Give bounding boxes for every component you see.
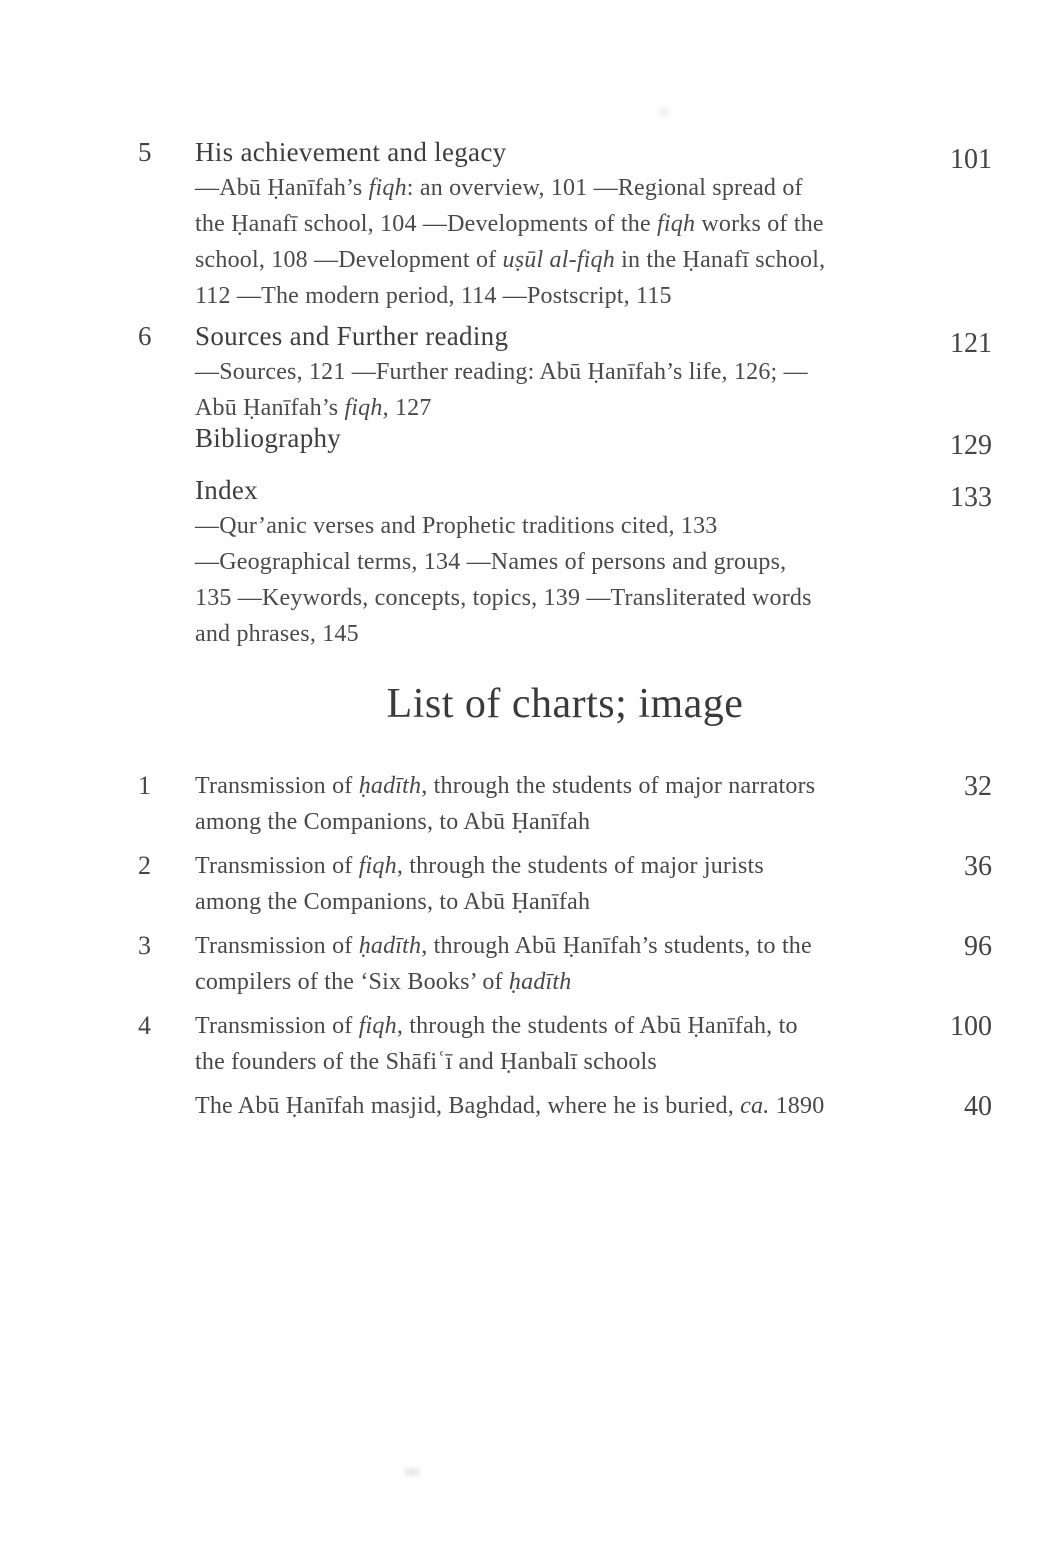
chapter-subentries: —Sources, 121 —Further reading: Abū Ḥanīfah’s life, 126; — Abū Ḥanīfah’s fiqh, 127 bbox=[195, 359, 808, 421]
page-number: 101 bbox=[950, 144, 992, 175]
list-item bbox=[138, 848, 992, 920]
chapter-text bbox=[195, 420, 985, 456]
page-content bbox=[138, 134, 992, 1132]
item-number: 4 bbox=[138, 1011, 151, 1040]
item-text: Transmission of ḥadīth, through the students of major narrators among the Companions, to Abū Ḥanīfah bbox=[195, 773, 816, 835]
chapter-title: Sources and Further reading bbox=[195, 321, 509, 351]
chapter-text bbox=[195, 134, 985, 314]
chapter-subentries: —Qur’anic verses and Prophetic traditions cited, 133 —Geographical terms, 134 —Names of persons and groups, 135 —Keywords, concepts, topics, 139 —Transliterated words and phrases, 145 bbox=[195, 513, 812, 647]
scan-smudge bbox=[404, 1468, 420, 1476]
item-number: 3 bbox=[138, 931, 151, 960]
toc-entry bbox=[138, 318, 992, 426]
page-number: 40 bbox=[964, 1091, 992, 1122]
item-text: The Abū Ḥanīfah masjid, Baghdad, where he is buried, ca. 1890 bbox=[195, 1093, 825, 1119]
page-number: 133 bbox=[950, 482, 992, 513]
item-text: Transmission of ḥadīth, through Abū Ḥanīfah’s students, to the compilers of the ‘Six Books’ of ḥadīth bbox=[195, 933, 812, 995]
list-item bbox=[138, 768, 992, 840]
chapter-subentries: —Abū Ḥanīfah’s fiqh: an overview, 101 —Regional spread of the Ḥanafī school, 104 —Developments of the fiqh works of the school, 108 —Development of uṣūl al-fiqh in the Ḥanafī school, 112 —The modern period, 114 —Postscript, 115 bbox=[195, 175, 826, 309]
item-text: Transmission of fiqh, through the students of Abū Ḥanīfah, to the founders of the Shāfiʿī and Ḥanbalī schools bbox=[195, 1013, 798, 1075]
page-number: 36 bbox=[964, 851, 992, 882]
chapter-title: Bibliography bbox=[195, 423, 342, 453]
page-number: 32 bbox=[964, 771, 992, 802]
chart-list-section bbox=[138, 768, 992, 1124]
section-heading: List of charts; image bbox=[386, 681, 744, 727]
chapter-text bbox=[195, 318, 985, 426]
list-item bbox=[138, 1088, 992, 1124]
toc-entry bbox=[138, 420, 992, 461]
scan-smudge bbox=[658, 109, 670, 115]
toc-entry bbox=[138, 472, 992, 652]
chapter-number: 6 bbox=[138, 321, 152, 351]
chapter-text bbox=[195, 472, 985, 652]
chapter-title: His achievement and legacy bbox=[195, 137, 507, 167]
chapter-title: Index bbox=[195, 475, 258, 505]
chapter-number: 5 bbox=[138, 137, 152, 167]
toc-entry bbox=[138, 134, 992, 314]
list-item bbox=[138, 928, 992, 1000]
item-number: 2 bbox=[138, 851, 151, 880]
page-number: 96 bbox=[964, 931, 992, 962]
toc-section bbox=[138, 134, 992, 652]
list-item bbox=[138, 1008, 992, 1080]
page-number: 129 bbox=[950, 430, 992, 461]
item-text: Transmission of fiqh, through the students of major jurists among the Companions, to Abū Ḥanīfah bbox=[195, 853, 764, 915]
item-number: 1 bbox=[138, 771, 151, 800]
page-number: 100 bbox=[950, 1011, 992, 1042]
page-number: 121 bbox=[950, 328, 992, 359]
